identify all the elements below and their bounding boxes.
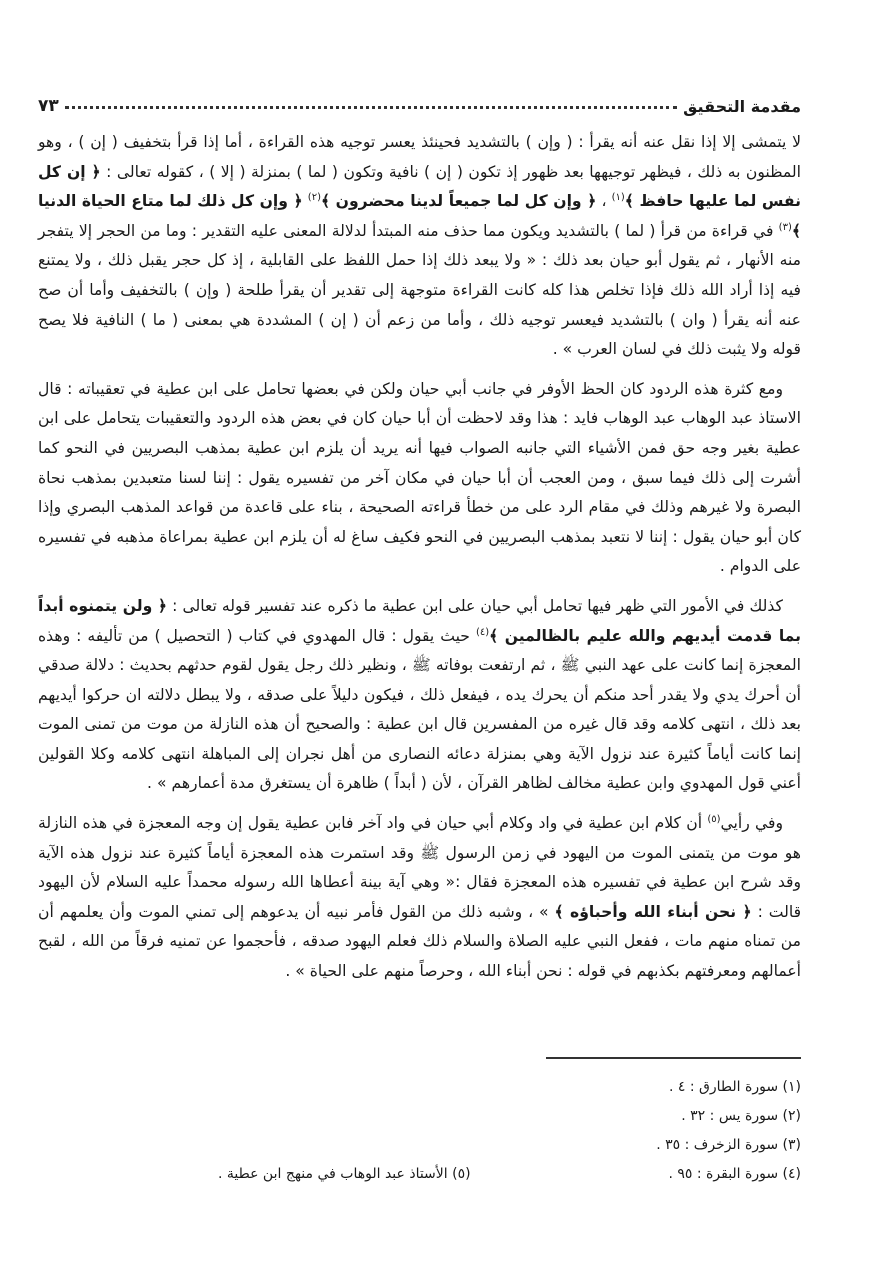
paragraph-4-text-1: وفي رأيي (720, 814, 784, 833)
paragraph-1-text-2: ، (596, 192, 612, 211)
quran-quote-4: ﴿ ولن يتمنوه أبداً بما قدمت أيديهم والله عليم بالظالمين ﴾ (38, 596, 801, 645)
footnote-ref-5: (٥) (707, 813, 721, 825)
footnote-5: (٥) الأستاذ عبد الوهاب في منهج ابن عطية . (218, 1166, 471, 1182)
footnote-4: (٤) سورة البقرة : ٩٥ . (668, 1166, 801, 1182)
quran-quote-1: ﴿ إن كل نفس لما عليها حافظ ﴾ (38, 162, 801, 211)
footnote-3: (٣) سورة الزخرف : ٣٥ . (656, 1137, 801, 1153)
paragraph-4-text-3: » ، وشبه ذلك من القول فأمر نبيه أن يدعوهم إلى تمني الموت وأن يعلمهم أن من تمناه منهم مات ، ففعل النبي عليه الصلاة والسلام ذلك فعلم اليهود صدقه ، فأحجموا عن تمنيه فرقاً من الله ، لقبح أعمالهم ومعرفتهم بكذبهم في قوله : نحن أبناء الله ، وحرصاً منهم على الحياة » . (38, 902, 801, 981)
footnote-ref-1: (١) (611, 192, 625, 203)
quran-quote-3: ﴿ وإن كل ذلك لما متاع الحياة الدنيا ﴾ (38, 192, 801, 240)
footnote-ref-2: (٢) (307, 192, 321, 203)
quran-quote-2: ﴿ وإن كل لما جميعاً لدينا محضرون ﴾ (320, 192, 597, 211)
paragraph-3-text-1: كذلك في الأمور التي ظهر فيها تحامل أبي حيان على ابن عطية ما ذكره عند تفسير قوله تعالى : (167, 596, 783, 615)
footnote-ref-3: (٣) (778, 221, 792, 233)
footnote-1: (١) سورة الطارق : ٤ . (668, 1079, 801, 1095)
paragraph-1-text-4: في قراءة من قرأ ( لما ) بالتشديد ويكون مما حذف منه المبتدأ لدلالة المعنى عليه التقدير : وما من الحجر إلا يتفجر منه الأنهار ، ثم يقول أبو حيان بعد ذلك : « ولا يبعد ذلك إذا حمل اللفظ على القابلية ، إذ كل حجر يقبل ذلك ، ولا يمتنع فيه إذا أراد الله ذلك فإذا تخلص هذا كله كانت القراءة متوجهة إلى تقدير أن يقرأ طلحة ( وإن ) بالتخفيف وأما أن صح عنه أنه يقرأ ( وان ) بالتشديد فيعسر توجيه ذلك ، وأما من زعم أن ( إن ) المشددة هي بمعنى ( ما ) النافية فلا يصح قوله ولا يثبت ذلك في لسان العرب » . (38, 221, 801, 359)
footnote-divider (546, 1057, 801, 1059)
paragraph-1 (38, 128, 801, 365)
paragraph-2: ومع كثرة هذه الردود كان الحظ الأوفر في جانب أبي حيان ولكن في بعضها تحامل على ابن عطية في تعقيباته : قال الاستاذ عبد الوهاب عبد الوهاب فايد : هذا وقد لاحظت أن أبا حيان كان في بعض هذه الردود والتعقيبات يتحامل على ابن عطية بغير وجه حق فمن الأشياء التي جانبه الصواب فيها أنه يريد أن يلزم ابن عطية بمذهب البصريين في النحو كما أشرت إلى ذلك فيما سبق ، ومن العجب أن أبا حيان في مكان آخر من تفسيره يقول : إننا لسنا متعبدين بمذهب نحاة البصرة ولا غيرهم وذلك في مقام الرد على من خطأ قراءته الصحيحة ، بناء على قاعدة من قواعد المذهب البصري وإذا كان أبو حيان يقول : إننا لا نتعبد بمذهب البصريين في النحو فكيف ساغ له أن يلزم ابن عطية بمراعاة مذهبه في تفسيره على الدوام . (38, 379, 801, 576)
footnote-2: (٢) سورة يس : ٣٢ . (681, 1108, 801, 1124)
running-header (38, 86, 801, 116)
paragraph-1-text-1: لا يتمشى إلا إذا نقل عنه أنه يقرأ : ( وإن ) بالتشديد فحينئذ يعسر توجيه هذه القراءة ، أما إذا قرأ بتخفيف ( إن ) ، وهو المظنون به ذلك ، فيظهر توجيهها بعد ظهور إذ تكون ( إن ) نافية وتكون ( لما ) بمنزلة ( إلا ) ، كقوله تعالى : (38, 133, 801, 181)
paragraph-4 (38, 809, 801, 987)
paragraph-4-text-2: أن كلام ابن عطية في واد وكلام أبي حيان في واد آخر فابن عطية يقول إن وجه المعجزة في هذه النازلة هو موت من يتمنى الموت من اليهود في زمن الرسول ﷺ وقد استمرت هذه المعجزة أياماً كثيرة عند نزول هذه الآية وقد شرح ابن عطية في تفسيره هذه المعجزة فقال :« وهي آية بينة أعطاها الله رسوله محمداً عليه السلام لأن اليهود قالت : (38, 814, 802, 921)
footnote-ref-4: (٤) (475, 626, 490, 638)
quran-quote-5: ﴿ نحن أبناء الله وأحباؤه ﴾ (554, 902, 752, 921)
chapter-title: مقدمة التحقيق (683, 97, 801, 116)
body-text (38, 128, 801, 987)
page-number: ٧٣ (38, 96, 59, 116)
paragraph-3-text-2: حيث يقول : قال المهدوي في كتاب ( التحصيل ) من تأليفه : وهذه المعجزة إنما كانت على عهد النبي ﷺ ، ثم ارتفعت بوفاته ﷺ ، ونظير ذلك رجل يقول لقوم حدثهم بحديث : دلالة صدقي أن أحرك يدي ولا يقدر أحد منكم أن يحرك يده ، فيفعل ذلك ، فيكون دليلاً على صدقه ، ولا يبطل دلالته ان حركوا أيديهم بعد ذلك ، انتهى كلامه وقد قال غيره من المفسرين قال ابن عطية : والصحيح أن هذه النازلة من موت من تمنى الموت إنما كانت أياماً كثيرة عند نزول الآية وهي بمنزلة دعائه النصارى من أهل نجران إلى المباهلة انتهى كلامه وكلا القولين أعني قول المهدوي وابن عطية مخالف لظاهر القرآن ، لأن ( أبداً ) ظاهرة أن يستغرق مدة أعمارهم » . (38, 626, 801, 793)
footnotes (38, 1073, 801, 1189)
dot-leader (65, 105, 677, 109)
footnote-row-last (38, 1160, 801, 1189)
paragraph-3 (38, 592, 801, 799)
